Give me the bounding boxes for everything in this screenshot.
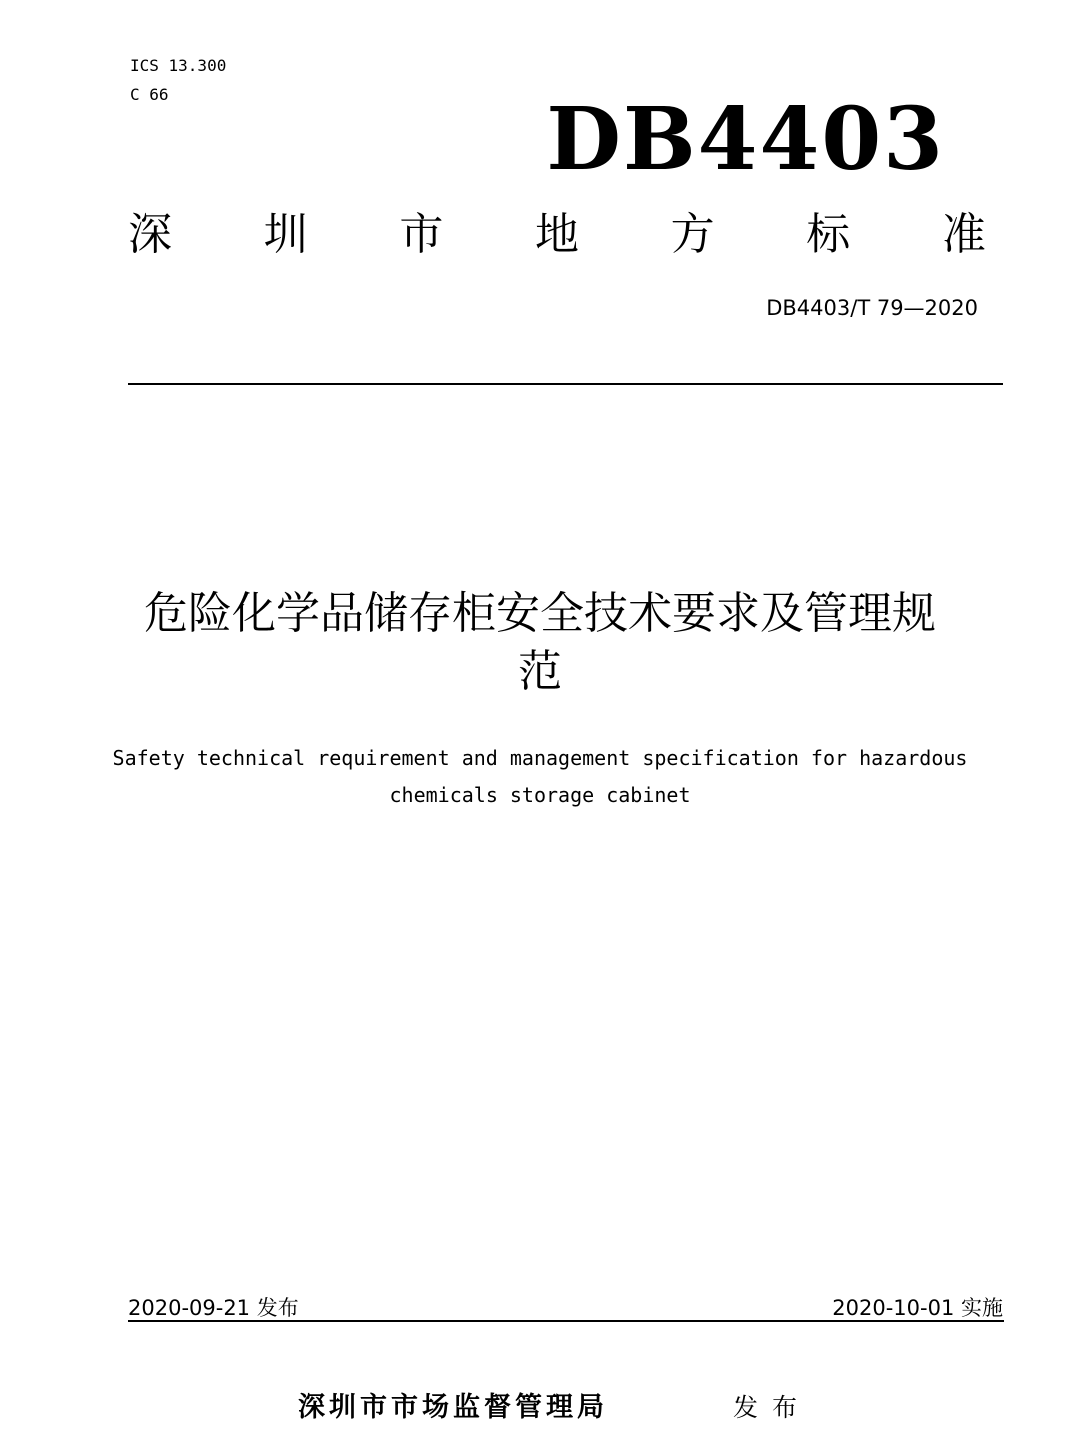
standard-type-heading [128, 206, 986, 264]
standard-type-char: 圳 [263, 209, 308, 260]
publish-date: 2020-09-21 发布 [128, 1296, 299, 1320]
issue-label: 发布 [733, 1393, 812, 1422]
effective-date: 2020-10-01 实施 [832, 1296, 1003, 1320]
standard-type-char: 准 [941, 209, 986, 260]
standard-number: DB4403/T 79—2020 [766, 296, 978, 320]
footer-divider [128, 1320, 1004, 1322]
standard-type-char: 深 [128, 209, 172, 260]
standard-type-char: 市 [399, 209, 444, 260]
header-divider [128, 383, 1003, 385]
chinese-title [100, 585, 980, 701]
english-title-line-1: Safety technical requirement and management specification for hazardous [112, 746, 968, 770]
chinese-title-line-1: 危险化学品储存柜安全技术要求及管理规 [144, 588, 936, 639]
chinese-title-line-2: 范 [518, 646, 562, 697]
standard-type-char: 标 [806, 209, 851, 260]
ics-code: ICS 13.300 [130, 56, 227, 75]
english-title [90, 740, 990, 814]
standard-code-mark: DB4403 [546, 89, 945, 190]
standard-type-char: 地 [534, 209, 579, 260]
english-title-line-2: chemicals storage cabinet [389, 783, 691, 807]
issuing-authority: 深圳市市场监督管理局 [298, 1392, 608, 1423]
standard-type-char: 方 [670, 209, 715, 260]
ccs-code: C 66 [130, 85, 169, 104]
